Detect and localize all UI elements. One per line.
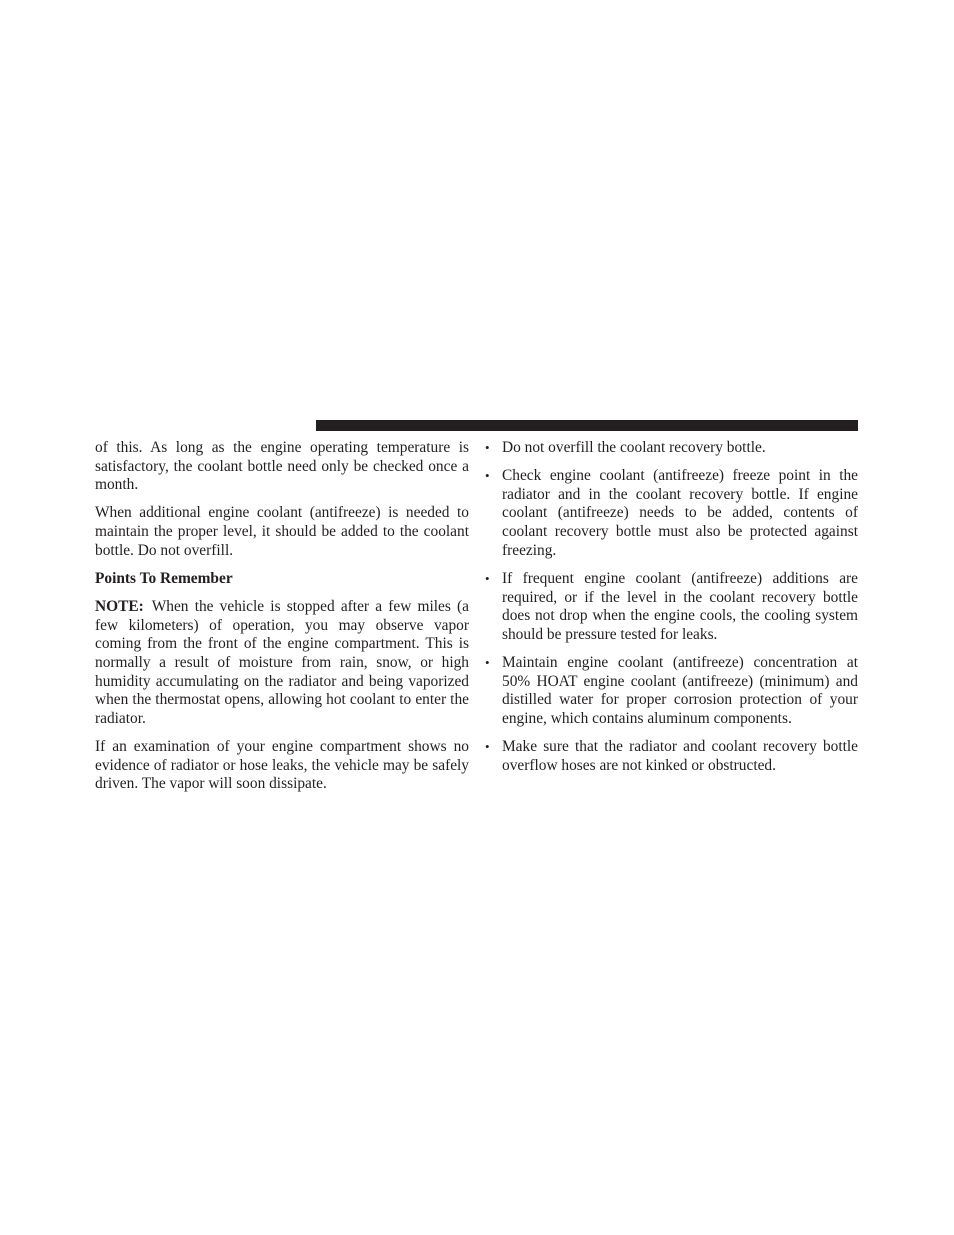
paragraph-continuation: of this. As long as the engine operating temperature is satisfactory, the coolant bottle need only be checked once a month. — [95, 439, 469, 494]
section-header-bar — [316, 420, 858, 431]
note-label: NOTE: — [95, 597, 144, 615]
list-item-text: Make sure that the radiator and coolant recovery bottle overflow hoses are not kinked or obstructed. — [502, 738, 858, 774]
bullet-icon: • — [485, 739, 490, 755]
note-text: When the vehicle is stopped after a few miles (a few kilometers) of operation, you may observe vapor coming from the front of the engine compartment. This is normally a result of moisture from rain, snow, or high humidity accumulating on the radiator and being vaporized when the thermostat opens, allowing hot coolant to enter the radiator. — [95, 597, 469, 728]
bullet-icon: • — [485, 440, 490, 455]
list-item — [484, 467, 858, 561]
list-item — [484, 570, 858, 645]
bullet-icon: • — [485, 468, 490, 483]
paragraph-engine-examination: If an examination of your engine compartment shows no evidence of radiator or hose leaks, the vehicle may be safely driven. The vapor will soon dissipate. — [95, 738, 469, 793]
list-item-text: Maintain engine coolant (antifreeze) concentration at 50% HOAT engine coolant (antifreeze) (minimum) and distilled water for proper corrosion protection of your engine, which contains aluminum components. — [502, 653, 858, 728]
left-column — [95, 439, 469, 803]
list-item-text: If frequent engine coolant (antifreeze) additions are required, or if the level in the coolant recovery bottle does not drop when the engine cools, the cooling system should be pressure tested for leaks. — [502, 569, 858, 643]
note-paragraph — [95, 598, 469, 729]
bullet-icon: • — [485, 570, 490, 586]
list-item — [484, 654, 858, 729]
list-item-text: Check engine coolant (antifreeze) freeze point in the radiator and in the coolant recovery bottle. If engine coolant (antifreeze) needs to be added, contents of coolant recovery bottle must also be protected against freezing. — [502, 467, 858, 559]
section-heading: Points To Remember — [95, 569, 233, 587]
paragraph-additional-coolant: When additional engine coolant (antifreeze) is needed to maintain the proper level, it should be added to the coolant bottle. Do not overfill. — [95, 504, 469, 559]
list-item — [484, 439, 858, 458]
bullet-list — [484, 439, 858, 775]
list-item — [484, 738, 858, 775]
right-column — [484, 439, 858, 785]
list-item-text: Do not overfill the coolant recovery bottle. — [502, 439, 766, 456]
bullet-icon: • — [485, 654, 490, 670]
